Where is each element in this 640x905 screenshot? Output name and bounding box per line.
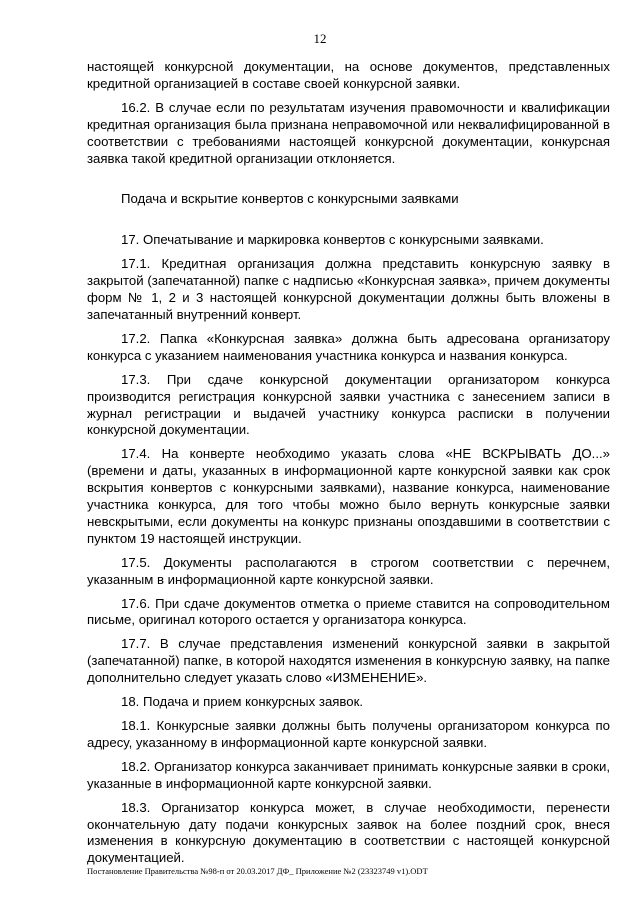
paragraph-18-2: 18.2. Организатор конкурса заканчивает принимать конкурсные заявки в сроки, указанные в информационной карте конкурсной заявки. bbox=[87, 758, 610, 791]
paragraph-17-7: 17.7. В случае представления изменений конкурсной заявки в закрытой (запечатанной) папке, в которой находятся изменения в конкурсную заявку, на папке дополнительно следует указать слово «ИЗМЕНЕНИЕ». bbox=[87, 636, 610, 686]
paragraph-18: 18. Подача и прием конкурсных заявок. bbox=[121, 694, 364, 710]
paragraph-17-1: 17.1. Кредитная организация должна представить конкурсную заявку в закрытой (запечатанной) папке с надписью «Конкурсная заявка», причем документы форм № 1, 2 и 3 настоящей конкурсной документации должны быть вложены в запечатанный внутренний конверт. bbox=[87, 256, 610, 322]
paragraph-17-2: 17.2. Папка «Конкурсная заявка» должна быть адресована организатору конкурса с указанием наименования участника конкурса и названия конкурса. bbox=[87, 330, 610, 363]
page-footer: Постановление Правительства №98-п от 20.03.2017 ДФ_ Приложение №2 (23323749 v1).ODT bbox=[87, 866, 428, 876]
paragraph-18-3: 18.3. Организатор конкурса может, в случае необходимости, перенести окончательную дату подачи конкурсных заявок на более поздний срок, внеся изменения в конкурсную документацию в соответствии с настоящей конкурсной документацией. bbox=[87, 799, 610, 866]
paragraph-16-1-continuation: настоящей конкурсной документации, на основе документов, представленных кредитной организацией в составе своей конкурсной заявки. bbox=[87, 59, 610, 91]
page-number: 12 bbox=[313, 31, 327, 46]
paragraph-17: 17. Опечатывание и маркировка конвертов с конкурсными заявками. bbox=[121, 232, 544, 248]
paragraph-17-3: 17.3. При сдаче конкурсной документации организатором конкурса производится регистрация конкурсной заявки участника с занесением записи в журнал регистрации и выдачей участнику конкурса расписки в получении конкурсной документации. bbox=[87, 371, 610, 438]
paragraph-17-5: 17.5. Документы располагаются в строгом соответствии с перечнем, указанным в информационной карте конкурсной заявки. bbox=[87, 554, 610, 587]
paragraph-17-6: 17.6. При сдаче документов отметка о приеме ставится на сопроводительном письме, оригинал которого остается у организатора конкурса. bbox=[87, 595, 610, 628]
document-body bbox=[87, 59, 610, 874]
paragraph-17-4: 17.4. На конверте необходимо указать слова «НЕ ВСКРЫВАТЬ ДО...» (времени и даты, указанных в информационной карте конкурсной заявки как срок вскрытия конвертов с конкурсными заявками), название конкурса, наименование участника конкурса, для того чтобы можно было вернуть конкурсные заявки невскрытыми, если документы на конкурс признаны опоздавшими в соответствии с пунктом 19 настоящей инструкции. bbox=[87, 446, 610, 546]
paragraph-16-2: 16.2. В случае если по результатам изучения правомочности и квалификации кредитная организация была признана неправомочной или неквалифицированной в соответствии с требованиями настоящей конкурсной документации, конкурсная заявка такой кредитной организации отклоняется. bbox=[87, 99, 610, 166]
paragraph-18-1: 18.1. Конкурсные заявки должны быть получены организатором конкурса по адресу, указанному в информационной карте конкурсной заявки. bbox=[87, 718, 610, 750]
section-heading: Подача и вскрытие конвертов с конкурсными заявками bbox=[121, 191, 459, 207]
